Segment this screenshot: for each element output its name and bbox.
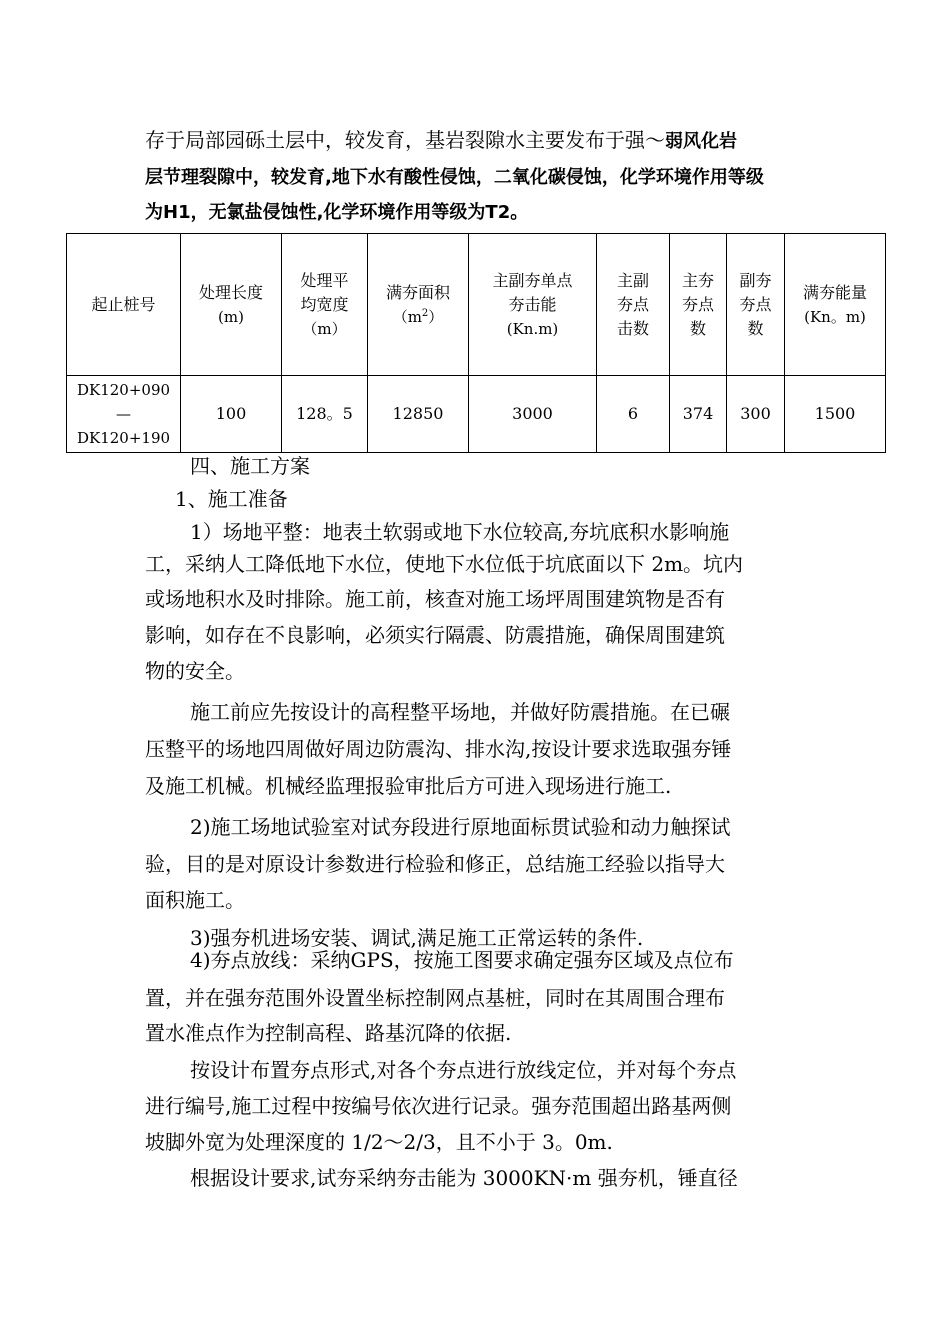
- table-row: [67, 376, 886, 453]
- p5-line-3: 置水准点作为控制高程、路基沉降的依据.: [145, 1021, 512, 1045]
- p4-line-1: 3)强夯机进场安装、调试,满足施工正常运转的条件.: [190, 926, 644, 950]
- header-full-energy: [785, 234, 886, 376]
- header-width-label-2: 均宽度: [300, 294, 349, 314]
- p3-line-3: 面积施工。: [145, 888, 245, 912]
- table-header-row: [67, 234, 886, 376]
- cell-blows: 6: [597, 376, 670, 453]
- header-width-unit: （m）: [302, 319, 347, 338]
- header-width: [282, 234, 368, 376]
- header-sub-points-label-3: 数: [747, 318, 764, 338]
- header-full-energy-unit: (Kn。m): [804, 307, 866, 326]
- p1-line-4: 影响，如存在不良影响，必须实行隔震、防震措施，确保周围建筑: [145, 623, 725, 647]
- cell-station-end: DK120+190: [76, 429, 171, 447]
- section-heading-4: 四、施工方案: [190, 454, 310, 478]
- cell-sub-points: 300: [727, 376, 785, 453]
- compaction-table: [66, 233, 886, 453]
- p1-line-5: 物的安全。: [145, 659, 245, 683]
- header-area-unit-close: ）: [428, 307, 444, 326]
- p6-line-3: 坡脚外宽为处理深度的 1/2～2/3，且不小于 3。0m.: [145, 1130, 613, 1154]
- header-width-label-1: 处理平: [300, 270, 349, 290]
- header-area-unit: [393, 308, 444, 326]
- header-energy-label-2: 夯击能: [508, 294, 557, 314]
- header-energy-unit: (Kn.m): [506, 319, 559, 338]
- header-sub-points: [727, 234, 785, 376]
- header-main-points-label-3: 数: [689, 318, 706, 338]
- p2-line-3: 及施工机械。机械经监理报验审批后方可进入现场进行施工.: [145, 774, 672, 798]
- cell-station: [67, 376, 181, 453]
- intro-line-1-normal: 存于局部园砾土层中，较发育，基岩裂隙水主要发布于强～: [145, 128, 665, 152]
- p5-line-2: 置，并在强夯范围外设置坐标控制网点基桩，同时在其周围合理布: [145, 986, 725, 1010]
- header-energy-label-1: 主副夯单点: [492, 270, 573, 290]
- subsection-heading-1: 1、施工准备: [175, 487, 288, 511]
- p3-line-1: 2)施工场地试验室对试夯段进行原地面标贯试验和动力触探试: [190, 815, 731, 839]
- p2-line-1: 施工前应先按设计的高程整平场地，并做好防震措施。在已碾: [190, 700, 730, 724]
- intro-line-1-bold: 弱风化岩: [665, 131, 737, 152]
- p5-line-1: 4)夯点放线：采纳GPS，按施工图要求确定强夯区域及点位布: [190, 948, 734, 972]
- header-station-label: 起止桩号: [91, 294, 156, 314]
- header-area-unit-base: （m: [392, 307, 422, 326]
- header-area-label: 满夯面积: [385, 282, 450, 302]
- header-sub-points-label-2: 夯点: [739, 294, 772, 314]
- header-full-energy-label: 满夯能量: [802, 282, 867, 302]
- header-area-unit-exp: 2: [421, 307, 429, 319]
- cell-station-dash: —: [116, 405, 131, 423]
- intro-line-1: [145, 128, 737, 154]
- p6-line-2: 进行编号,施工过程中按编号依次进行记录。强夯范围超出路基两侧: [145, 1094, 732, 1118]
- header-station: [67, 234, 181, 376]
- header-length-unit: (m): [218, 307, 244, 326]
- p3-line-2: 验，目的是对原设计参数进行检验和修正，总结施工经验以指导大: [145, 852, 725, 876]
- header-length: [181, 234, 282, 376]
- header-blows-label-2: 夯点: [616, 294, 649, 314]
- p6-line-1: 按设计布置夯点形式,对各个夯点进行放线定位，并对每个夯点: [190, 1058, 737, 1082]
- header-blows: [597, 234, 670, 376]
- cell-energy: 3000: [469, 376, 597, 453]
- cell-full-energy: 1500: [785, 376, 886, 453]
- header-main-points-label-1: 主夯: [681, 270, 714, 290]
- p1-line-3: 或场地积水及时排除。施工前，核查对施工场坪周围建筑物是否有: [145, 587, 725, 611]
- header-main-points: [670, 234, 727, 376]
- header-area: [368, 234, 469, 376]
- cell-length: 100: [181, 376, 282, 453]
- header-energy: [469, 234, 597, 376]
- intro-line-3: 为H1，无氯盐侵蚀性,化学环境作用等级为T2。: [145, 202, 529, 223]
- header-main-points-label-2: 夯点: [681, 294, 714, 314]
- cell-main-points: 374: [670, 376, 727, 453]
- intro-line-2: 层节理裂隙中，较发育,地下水有酸性侵蚀，二氧化碳侵蚀，化学环境作用等级: [145, 167, 764, 188]
- header-blows-label-3: 击数: [616, 318, 649, 338]
- header-blows-label-1: 主副: [616, 270, 649, 290]
- cell-width: 128。5: [282, 376, 368, 453]
- cell-area: 12850: [368, 376, 469, 453]
- cell-station-start: DK120+090: [76, 381, 171, 399]
- p2-line-2: 压整平的场地四周做好周边防震沟、排水沟,按设计要求选取强夯锤: [145, 737, 732, 761]
- header-sub-points-label-1: 副夯: [739, 270, 772, 290]
- p7-line-1: 根据设计要求,试夯采纳夯击能为 3000KN·m 强夯机，锤直径: [190, 1166, 738, 1190]
- p1-line-1: 1）场地平整：地表土软弱或地下水位较高,夯坑底积水影响施: [190, 520, 730, 544]
- header-length-label: 处理长度: [198, 282, 263, 302]
- p1-line-2: 工，采纳人工降低地下水位，使地下水位低于坑底面以下 2m。坑内: [145, 552, 744, 576]
